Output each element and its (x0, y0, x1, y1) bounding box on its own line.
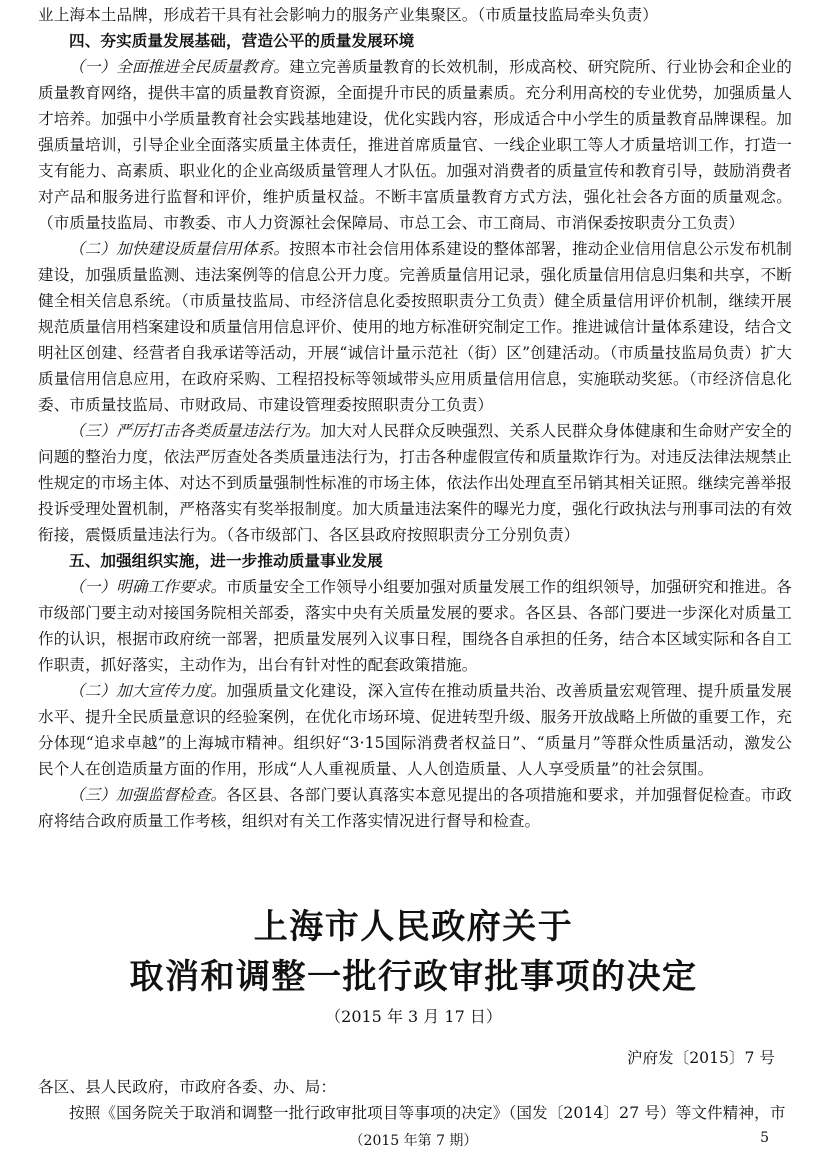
addressee-line: 各区、县人民政府，市政府各委、办、局： (38, 1078, 337, 1096)
decision-title-block (0, 902, 827, 1030)
paragraph-5-1 (38, 574, 792, 678)
paragraph-text: 市质量安全工作领导小组要加强对质量发展工作的组织领导，加强研究和推进。各市级部门要主动对接国务院相关部委，落实中央有关质量发展的要求。各区县、各部门要进一步深化对质量工作的认识，根据市政府统一部署，把质量发展列入议事日程，围绕各自承担的任务，结合本区域实际和各自工作职责，抓好落实，主动作为，出台有针对性的配套政策措施。 (38, 578, 793, 674)
page-number: 5 (760, 1130, 769, 1146)
paragraph-text: 建立完善质量教育的长效机制，形成高校、研究院所、行业协会和企业的质量教育网络，提供丰富的质量教育资源，全面提升市民的质量素质。充分利用高校的专业优势，加强质量人才培养。加强中小学质量教育社会实践基地建设，优化实践内容，形成适合中小学生的质量教育品牌课程。加强质量培训，引导企业全面落实质量主体责任，推进首席质量官、一线企业职工等人才质量培训工作，打造一支有能力、高素质、职业化的企业高级质量管理人才队伍。加强对消费者的质量宣传和教育引导，鼓励消费者对产品和服务进行监督和评价，维护质量权益。不断丰富质量教育方式方法，强化社会各方面的质量观念。（市质量技监局、市教委、市人力资源社会保障局、市总工会、市工商局、市消保委按职责分工负责） (38, 58, 793, 232)
paragraph-text: 按照本市社会信用体系建设的整体部署，推动企业信用信息公示发布机制建设，加强质量监测、违法案例等的信息公开力度。完善质量信用记录，强化质量信用信息归集和共享，不断健全相关信息系统。（市质量技监局、市经济信息化委按照职责分工负责）健全质量信用评价机制，继续开展规范质量信用档案建设和质量信用信息评价、使用的地方标准研究制定工作。推进诚信计量体系建设，结合文明社区创建、经营者自我承诺等活动，开展“诚信计量示范社（街）区”创建活动。（市质量技监局负责）扩大质量信用信息应用，在政府采购、工程招投标等领域带头应用质量信用信息，实施联动奖惩。（市经济信息化委、市质量技监局、市财政局、市建设管理委按照职责分工负责） (38, 240, 793, 414)
paragraph-4-2 (38, 236, 792, 418)
subheading-label: （三）严厉打击各类质量违法行为。 (69, 422, 321, 440)
decision-date: （2015 年 3 月 17 日） (325, 1007, 502, 1026)
paragraph-4-1 (38, 54, 792, 236)
issue-footer: （2015 年第 7 期） (349, 1133, 478, 1149)
article-body (38, 2, 792, 834)
paragraph-5-3 (38, 782, 792, 834)
subheading-label: （二）加大宣传力度。 (69, 682, 227, 700)
document-number: 沪府发〔2015〕7 号 (626, 1049, 775, 1067)
decision-title-line2: 取消和调整一批行政审批事项的决定 (129, 957, 698, 997)
section-heading-5: 五、加强组织实施，进一步推动质量事业发展 (69, 552, 383, 570)
subheading-label: （二）加快建设质量信用体系。 (69, 240, 290, 258)
decision-opening: 按照《国务院关于取消和调整一批行政审批项目等事项的决定》（国发〔2014〕27 号）等文件精神，市 (69, 1104, 786, 1122)
paragraph-text: 加强质量文化建设，深入宣传在推动质量共治、改善质量宏观管理、提升质量发展水平、提升全民质量意识的经验案例，在优化市场环境、促进转型升级、服务开放战略上所做的重要工作，充分体现“追求卓越”的上海城市精神。组织好“3·15国际消费者权益日”、“质量月”等群众性质量活动，激发公民个人在创造质量方面的作用，形成“人人重视质量、人人创造质量、人人享受质量”的社会氛围。 (38, 682, 793, 778)
paragraph-continued: 业上海本土品牌，形成若干具有社会影响力的服务产业集聚区。（市质量技监局牵头负责） (38, 6, 658, 24)
subheading-label: （三）加强监督检查。 (69, 786, 227, 804)
section-heading-4: 四、夯实质量发展基础，营造公平的质量发展环境 (69, 32, 415, 50)
decision-title-line1: 上海市人民政府关于 (253, 907, 574, 947)
subheading-label: （一）明确工作要求。 (69, 578, 227, 596)
paragraph-4-3 (38, 418, 792, 548)
subheading-label: （一）全面推进全民质量教育。 (69, 58, 290, 76)
paragraph-text: 加大对人民群众反映强烈、关系人民群众身体健康和生命财产安全的问题的整治力度，依法严厉查处各类质量违法行为，打击各种虚假宣传和质量欺诈行为。对违反法律法规禁止性规定的市场主体、对达不到质量强制性标准的市场主体，依法作出处理直至吊销其相关证照。继续完善举报投诉受理处置机制，严格落实有奖举报制度。加大质量违法案件的曝光力度，强化行政执法与刑事司法的有效衔接，震慑质量违法行为。（各市级部门、各区县政府按照职责分工分别负责） (38, 422, 792, 544)
decision-body (38, 1074, 792, 1126)
paragraph-text: 各区县、各部门要认真落实本意见提出的各项措施和要求，并加强督促检查。市政府将结合政府质量工作考核，组织对有关工作落实情况进行督导和检查。 (38, 786, 793, 830)
paragraph-5-2 (38, 678, 792, 782)
